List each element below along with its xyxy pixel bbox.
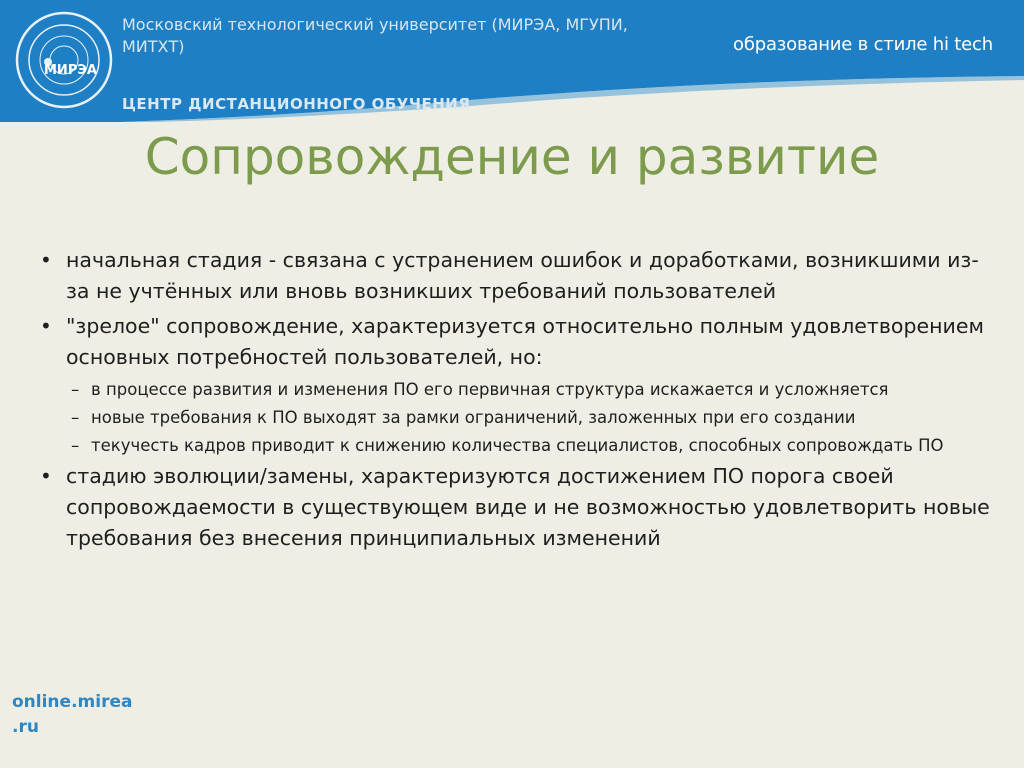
slide-content xyxy=(40,245,1000,558)
sub-list-item xyxy=(40,405,1000,431)
footer-line-1: online.mirea xyxy=(12,692,133,712)
list-item xyxy=(40,461,1000,554)
sub-list-item xyxy=(40,377,1000,403)
university-logo xyxy=(14,10,114,110)
dash-icon: – xyxy=(71,408,80,427)
sub-item-text: текучесть кадров приводит к снижению количества специалистов, способных сопровождать ПО xyxy=(91,436,944,455)
list-item xyxy=(40,245,1000,307)
list-item xyxy=(40,311,1000,373)
bullet-text: стадию эволюции/замены, характеризуются достижением ПО порога своей сопровождаемости в существующем виде и не возможностью удовлетворить новые требования без внесения принципиальных изменений xyxy=(66,464,990,550)
logo-text: МИРЭА xyxy=(44,63,97,78)
bullet-icon: • xyxy=(40,314,52,338)
bullet-text: начальная стадия - связана с устранением ошибок и доработками, возникшими из-за не учтённых или вновь возникших требований пользователей xyxy=(66,248,979,303)
sub-item-text: новые требования к ПО выходят за рамки ограничений, заложенных при его создании xyxy=(91,408,856,427)
slide-title: Сопровождение и развитие xyxy=(144,128,880,186)
slogan: образование в стиле hi tech xyxy=(733,34,993,55)
dash-icon: – xyxy=(71,436,80,455)
dash-icon: – xyxy=(71,380,80,399)
bullet-text: "зрелое" сопровождение, характеризуется относительно полным удовлетворением основных потребностей пользователей, но: xyxy=(66,314,984,369)
university-name: Московский технологический университет (МИРЭА, МГУПИ, МИТХТ) xyxy=(122,15,628,56)
footer-line-2: .ru xyxy=(12,717,39,737)
bullet-icon: • xyxy=(40,248,52,272)
sub-item-text: в процессе развития и изменения ПО его первичная структура искажается и усложняется xyxy=(91,380,889,399)
sub-list-item xyxy=(40,433,1000,459)
footer-link[interactable] xyxy=(12,690,132,740)
header-banner xyxy=(0,0,1024,122)
bullet-icon: • xyxy=(40,464,52,488)
center-name: ЦЕНТР ДИСТАНЦИОННОГО ОБУЧЕНИЯ xyxy=(122,95,471,113)
